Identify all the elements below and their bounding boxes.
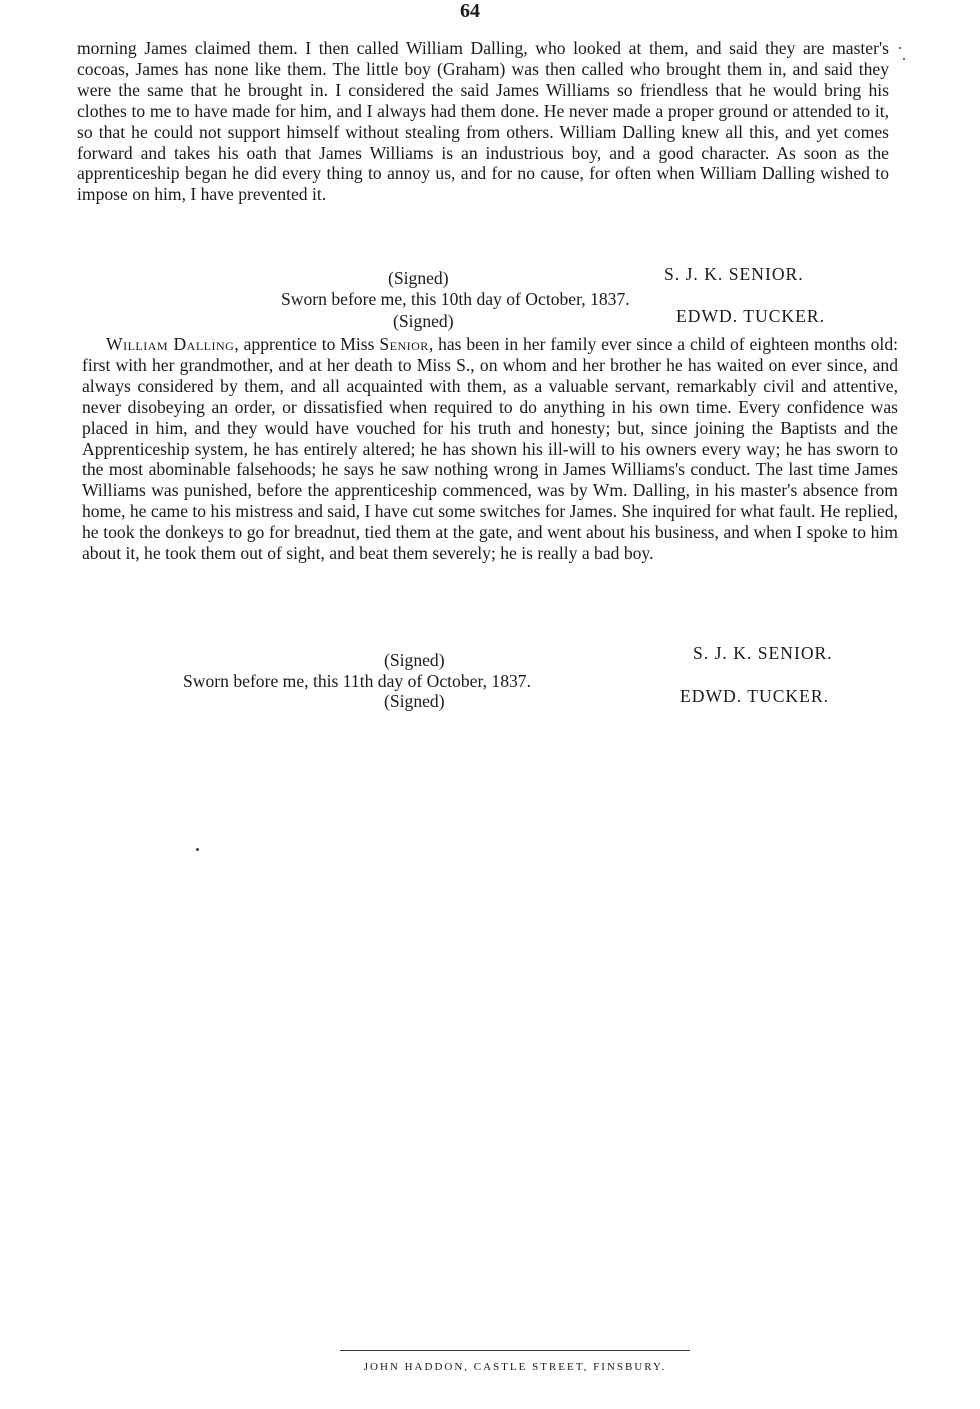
affidavit-2-magistrate-signed-label: (Signed)	[384, 691, 445, 711]
affidavit-1-signed-label: (Signed)	[388, 268, 449, 288]
affidavit-2-body-part2: , has been in her family ever since a child of eighteen months old: first with her grandmother, and at her death to Miss S., on whom and her brother he has waited on ever since, and always considered by them, and all acquainted with them, as a valuable servant, remarkably civil and attentive, never disobeying an order, or dissatisfied when required to do anything in his own time. Every confidence was placed in him, and they would have vouched for his truth and honesty; but, since joining the Baptists and the Apprenticeship system, he has entirely altered; he has shown his ill-will to his owners every way; he has sworn to the most abominable falsehoods; he says he saw nothing wrong in James Williams's conduct. The last time James Williams was punished, before the apprenticeship commenced, was by Wm. Dalling, in his master's absence from home, he came to his mistress and said, I have cut some switches for James. She inquired for what fault. He replied, he took the donkeys to go for breadnut, tied them at the gate, and went about his business, and when I spoke to him about it, he took them out of sight, and beat them severely; he is really a bad boy.	[82, 334, 898, 564]
affidavit-2-magistrate-signature: EDWD. TUCKER.	[680, 686, 830, 706]
affidavit-1-magistrate-signed-label: (Signed)	[393, 311, 454, 331]
printer-imprint: JOHN HADDON, CASTLE STREET, FINSBURY.	[363, 1361, 667, 1373]
affidavit-2-lead-name: William Dalling	[106, 334, 235, 354]
print-speck	[903, 58, 905, 60]
print-speck	[196, 848, 199, 851]
affidavit-2-mistress-name: Senior	[379, 334, 429, 354]
affidavit-2-deponent-signature: S. J. K. SENIOR.	[693, 643, 833, 663]
footer-rule	[340, 1350, 690, 1351]
affidavit-1-magistrate-signature: EDWD. TUCKER.	[676, 306, 826, 326]
affidavit-2-body	[82, 334, 898, 564]
affidavit-1-sworn-line: Sworn before me, this 10th day of October, 1837.	[281, 289, 630, 309]
print-speck	[899, 47, 901, 49]
affidavit-2-sworn-line: Sworn before me, this 11th day of October, 1837.	[183, 671, 532, 691]
page-number: 64	[460, 0, 480, 22]
affidavit-1-deponent-signature: S. J. K. SENIOR.	[664, 264, 804, 284]
affidavit-2-body-part1: , apprentice to Miss	[234, 334, 380, 354]
affidavit-2-signed-label: (Signed)	[384, 650, 445, 670]
affidavit-1-body: morning James claimed them. I then called William Dalling, who looked at them, and said they are master's cocoas, James has none like them. The little boy (Graham) was then called who brought them in, and said they were the same that he brought in. I considered the said James Williams so friendless that he would bring his clothes to me to have made for him, and I always had them done. He never made a proper ground or attended to it, so that he could not support himself without stealing from others. William Dalling knew all this, and yet comes forward and takes his oath that James Williams is an industrious boy, and a good character. As soon as the apprenticeship began he did every thing to annoy us, and for no cause, for often when William Dalling wished to impose on him, I have prevented it.	[77, 38, 889, 205]
